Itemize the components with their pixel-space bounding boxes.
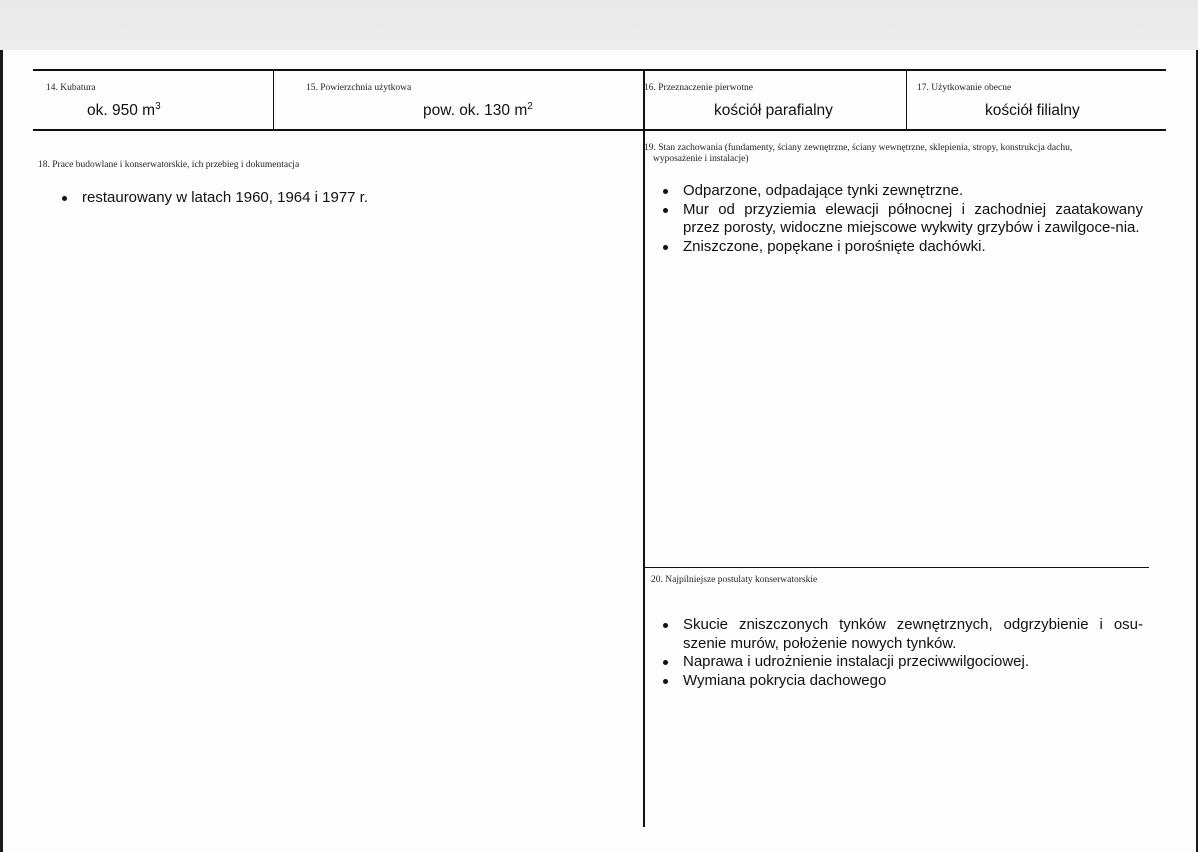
list-item: Skucie zniszczonych tynków zewnętrznych, odgrzybienie i osu-szenie murów, położenie nowych tynków. [653,616,1143,653]
list-item: restaurowany w latach 1960, 1964 i 1977 r. [52,189,592,208]
field-19-list [653,182,1143,256]
field-16-label: 16. Przeznaczenie pierwotne [644,83,753,93]
list-item: Mur od przyziemia elewacji północnej i zachodniej zaatakowany przez porosty, widoczne miejscowe wykwity grzybów i zawilgoce-nia. [653,201,1143,238]
scan-margin [0,0,1198,50]
section-20-rule [644,567,1149,568]
list-item: Wymiana pokrycia dachowego [653,672,1143,691]
column-divider-1 [273,70,274,130]
field-17-value: kościół filialny [985,102,1080,119]
field-17-label: 17. Użytkowanie obecne [917,83,1012,93]
column-divider-3 [906,70,907,130]
field-19-label: 19. Stan zachowania (fundamenty, ściany zewnętrzne, ściany wewnętrzne, sklepienia, stropy, konstrukcja dachu, [644,143,1073,153]
field-20-list [653,616,1143,690]
field-18-list [52,189,592,208]
list-item: Naprawa i udrożnienie instalacji przeciwwilgociowej. [653,653,1143,672]
field-16-value: kościół parafialny [714,102,833,119]
document-sheet [3,50,1196,852]
column-divider-main [643,70,645,827]
field-19-label-cont: wyposażenie i instalacje) [653,154,749,164]
list-item: Zniszczone, popękane i porośnięte dachówki. [653,238,1143,257]
field-14-value: ok. 950 $m^3$ [87,101,161,119]
field-14-label: 14. Kubatura [46,83,96,93]
top-rule [33,69,1166,71]
field-15-value: pow. ok. 130 $m^2$ [423,101,533,119]
field-20-label: 20. Najpilniejsze postulaty konserwatorskie [651,575,818,585]
field-18-label: 18. Prace budowlane i konserwatorskie, ich przebieg i dokumentacja [38,160,300,170]
list-item: Odparzone, odpadające tynki zewnętrzne. [653,182,1143,201]
field-15-label: 15. Powierzchnia użytkowa [306,83,412,93]
row-divider-rule [33,129,1166,131]
